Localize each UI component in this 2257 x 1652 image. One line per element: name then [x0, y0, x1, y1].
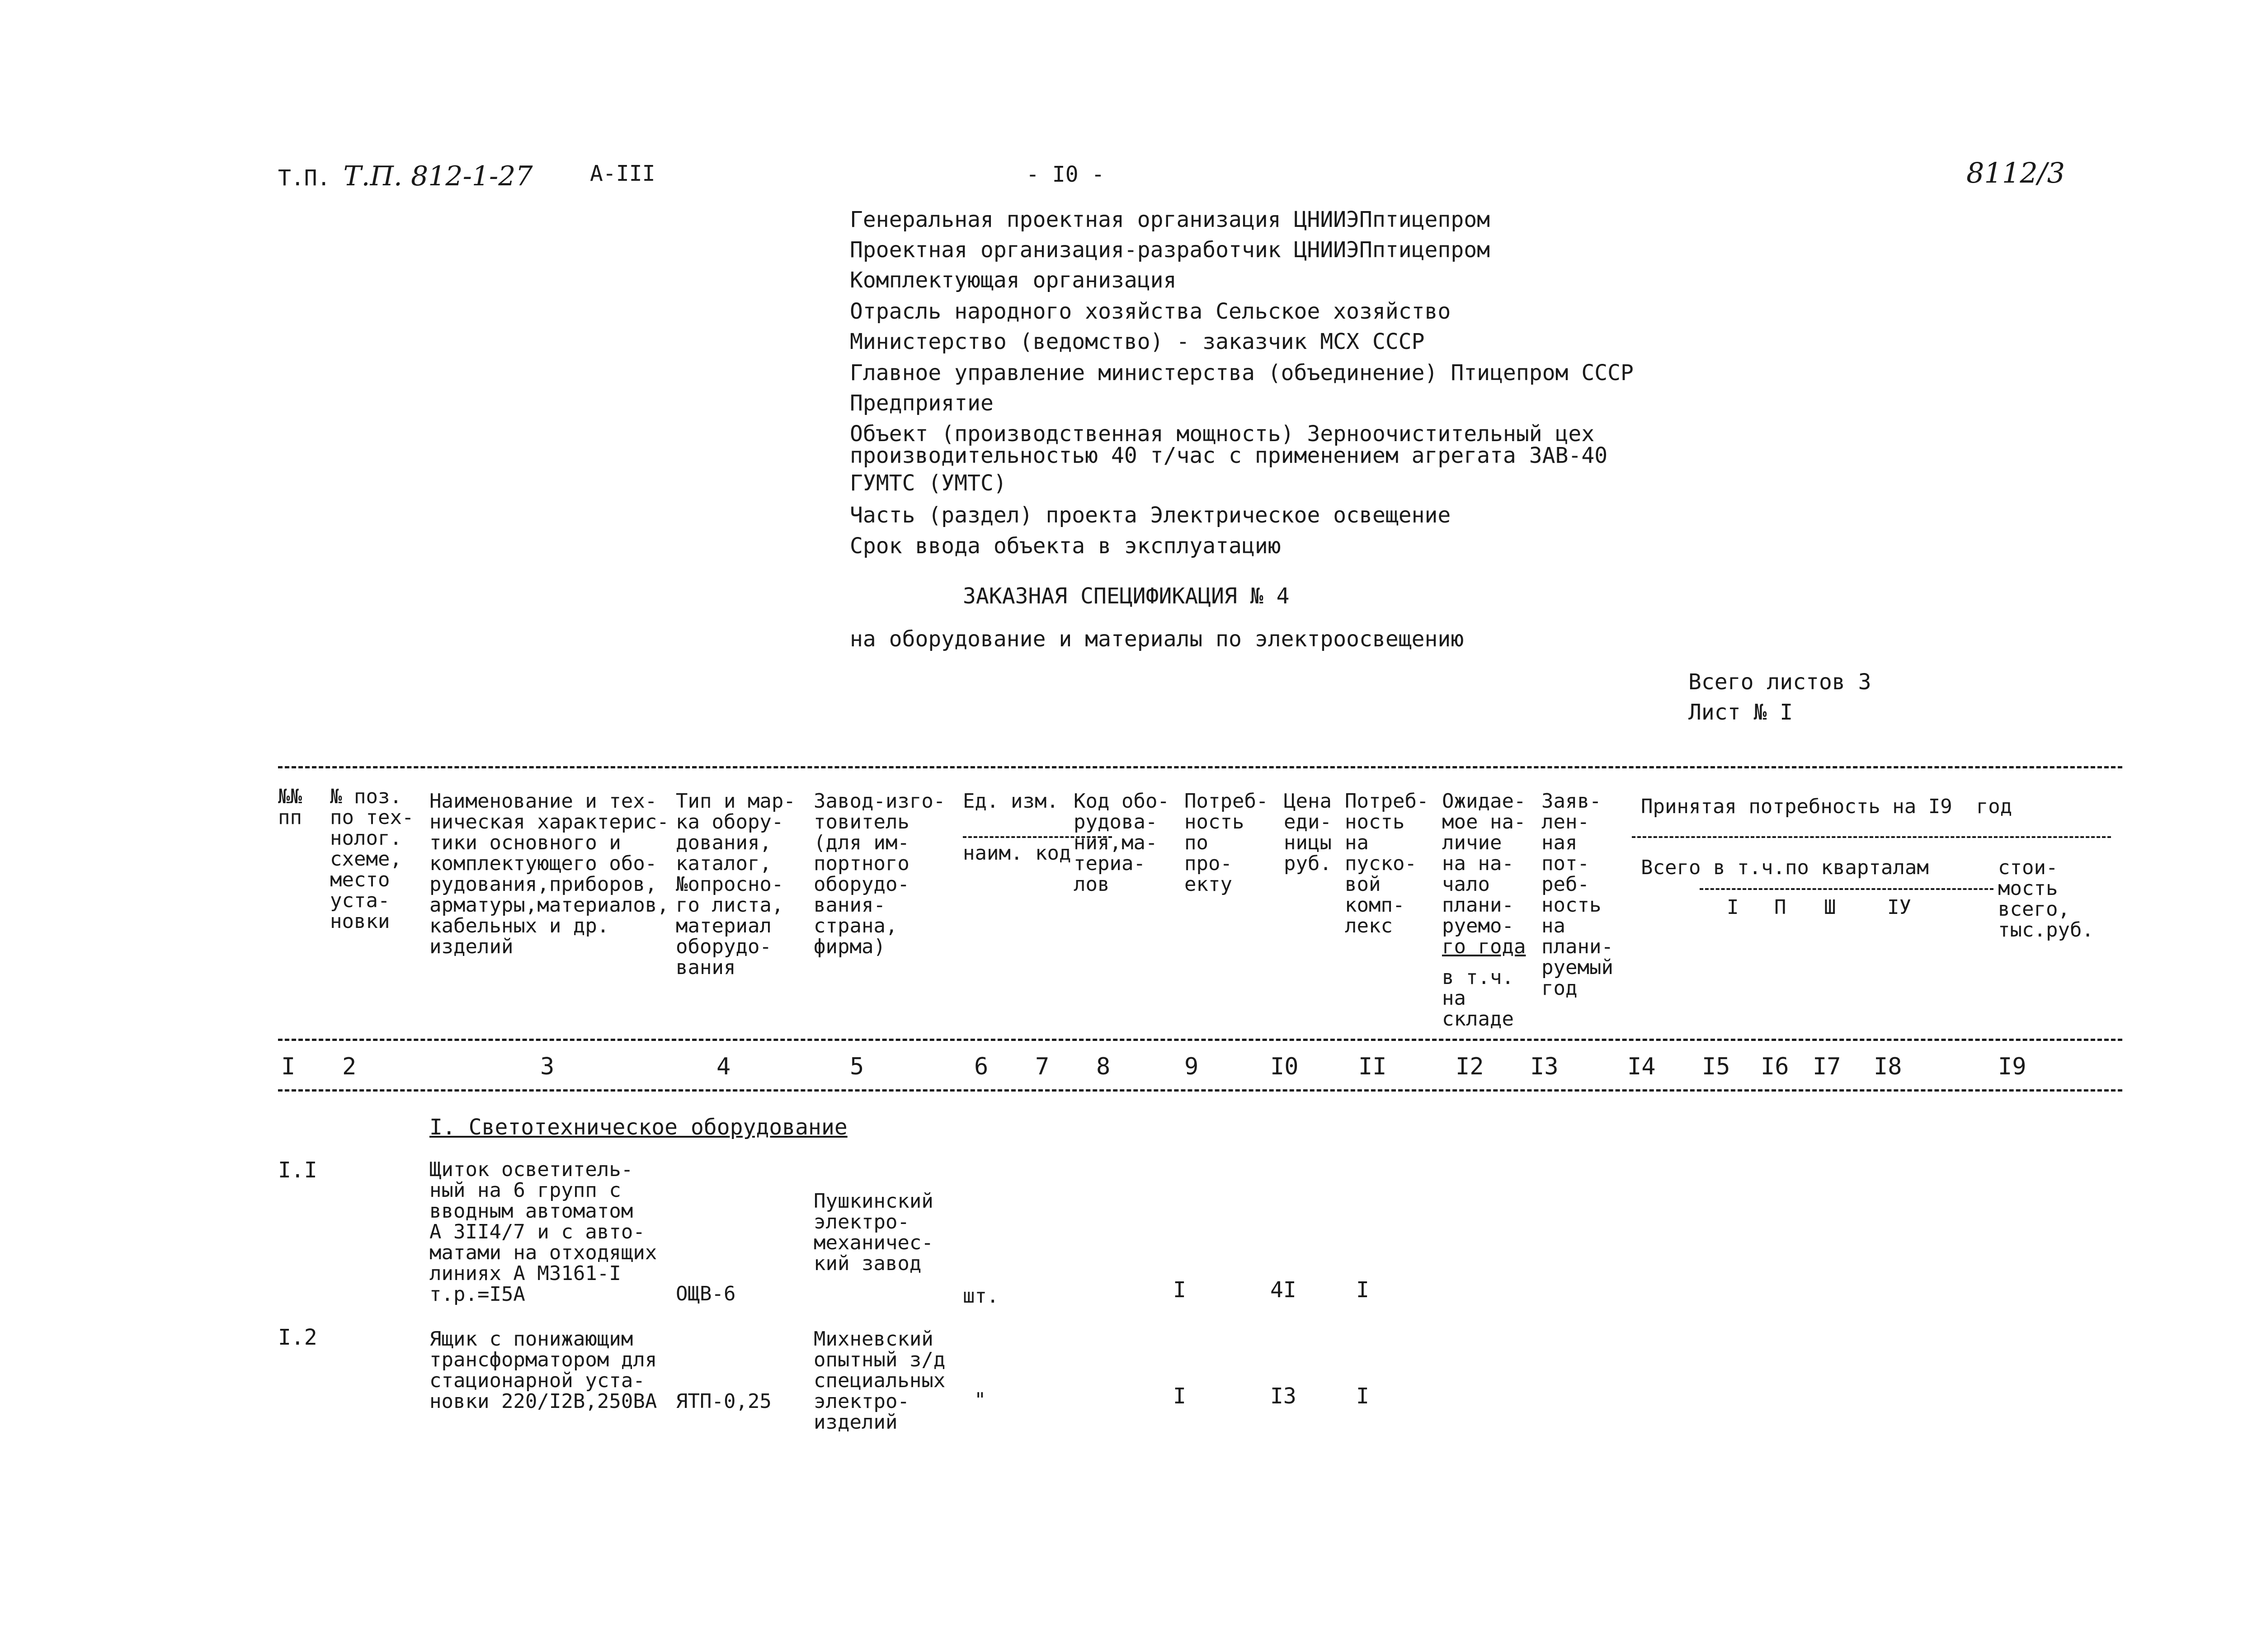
row-maker: Михневский опытный з/д специальных электро- изделий [814, 1327, 946, 1434]
section-heading-text: I. Светотехническое оборудование [429, 1115, 848, 1140]
col-header-unit: Ед. изм. [963, 790, 1059, 813]
spec-title: ЗАКАЗНАЯ СПЕЦИФИКАЦИЯ № 4 [963, 584, 1290, 609]
col-header-q2: П [1774, 896, 1786, 919]
row-unit: " [974, 1388, 986, 1412]
col-header-declared-need: Заяв- лен- ная пот- реб- ность на плани- руемый год [1541, 790, 1613, 1000]
col-header-expected-stock: Ожидае- мое на- личие на на- чало плани- руемо- [1442, 790, 1526, 937]
info-line: Часть (раздел) проекта Электрическое освещение [850, 503, 1451, 528]
col-header-startup-need: Потреб- ность на пуско- вой комп- лекс [1345, 790, 1429, 937]
column-number: I2 [1456, 1053, 1484, 1080]
row-number: I.I [278, 1158, 317, 1183]
row-need: I [1173, 1277, 1186, 1303]
col-header-q4: IУ [1887, 896, 1911, 919]
header-bottom-rule [278, 1039, 2122, 1041]
col-header-number: №№ пп [278, 785, 302, 829]
row-name: Щиток осветитель- ный на 6 групп с вводным автоматом А 3II4/7 и с авто- матами на отходящих линиях А М3161-I т.р.=I5А [429, 1158, 657, 1306]
column-number: II [1358, 1053, 1387, 1080]
column-number: 8 [1096, 1053, 1111, 1080]
accepted-split-rule [1632, 836, 2111, 838]
row-need: I [1173, 1384, 1186, 1409]
column-number: 2 [342, 1053, 357, 1080]
info-line: Министерство (ведомство) - заказчик МСХ СССР [850, 329, 1425, 354]
column-number: I [281, 1053, 296, 1080]
col-header-warehouse: в т.ч. на складе [1442, 966, 1514, 1031]
row-price: 4I [1270, 1277, 1296, 1303]
column-number: I8 [1874, 1053, 1902, 1080]
col-header-q3: Ш [1824, 896, 1836, 919]
column-number: I7 [1813, 1053, 1841, 1080]
col-header-cost: стои- мость всего, тыс.руб. [1998, 856, 2094, 941]
row-startup-need: I [1356, 1277, 1369, 1303]
section-heading [429, 1116, 848, 1138]
table-top-rule [278, 766, 2122, 768]
col-header-expected-stock-year: го года [1442, 935, 1526, 958]
column-number: I3 [1530, 1053, 1559, 1080]
col-header-by-quarters: в т.ч.по кварталам [1713, 856, 1929, 879]
col-header-unit-code: код [1035, 842, 1071, 865]
col-header-position: № поз. по тех- нолог. схеме, место уста- новки [330, 785, 414, 933]
info-line: Комплектующая организация [850, 268, 1177, 293]
col-header-type: Тип и мар- ка обору- дования, каталог, №опросно- го листа, материал оборудо- вания [676, 790, 796, 979]
col-header-total: Всего [1641, 856, 1701, 879]
col-header-unit-name: наим. [963, 842, 1023, 865]
col-header-name: Наименование и тех- ническая характерис- тики основного и комплектующего обо- рудования,приборов, арматуры,материалов, кабельных и др. изделий [429, 790, 669, 958]
sheet-mark: 8112/3 [1966, 156, 2065, 189]
info-line: Предприятие [850, 391, 994, 416]
column-number: I6 [1761, 1053, 1789, 1080]
column-number: 5 [850, 1053, 864, 1080]
column-number: I4 [1627, 1053, 1656, 1080]
col-header-maker: Завод-изго- товитель (для им- портного оборудо- вания- страна, фирма) [814, 790, 946, 958]
doc-code-prefix: Т.П. Т.П. 812-1-27 [278, 160, 533, 192]
column-number: I9 [1998, 1053, 2026, 1080]
column-number: 4 [716, 1053, 731, 1080]
info-line: Объект (производственная мощность) Зерноочистительный цех [850, 421, 1595, 447]
info-line: Проектная организация-разработчик ЦНИИЭПптицепром [850, 237, 1490, 263]
column-number: 6 [974, 1053, 989, 1080]
spec-subtitle: на оборудование и материалы по электроосвещению [850, 626, 1464, 652]
col-header-accepted-need: Принятая потребность на I9 год [1641, 795, 2012, 818]
row-name: Ящик с понижающим трансформатором для стационарной уста- новки 220/I2В,250ВА [429, 1327, 657, 1413]
numbers-bottom-rule [278, 1089, 2122, 1092]
total-sheets: Всего листов 3 [1688, 669, 1871, 695]
sheet-number: Лист № I [1688, 700, 1793, 725]
col-header-need: Потреб- ность по про- екту [1184, 790, 1268, 896]
column-number: I0 [1270, 1053, 1299, 1080]
row-type: ЯТП-0,25 [676, 1390, 772, 1413]
row-number: I.2 [278, 1325, 317, 1350]
column-number: 3 [540, 1053, 555, 1080]
info-line: производительностью 40 т/час с применением агрегата ЗАВ-40 [850, 443, 1608, 468]
quarters-split-rule [1700, 888, 1993, 890]
column-number: 7 [1035, 1053, 1050, 1080]
info-line: Срок ввода объекта в эксплуатацию [850, 533, 1281, 559]
info-line: ГУМТС (УМТС) [850, 471, 1007, 496]
column-number: I5 [1702, 1053, 1730, 1080]
info-line: Главное управление министерства (объединение) Птицепром СССР [850, 360, 1634, 386]
page-number: - I0 - [1026, 162, 1105, 187]
row-startup-need: I [1356, 1384, 1369, 1409]
row-type: ОЩВ-6 [676, 1282, 736, 1305]
info-line: Генеральная проектная организация ЦНИИЭПптицепром [850, 207, 1490, 232]
album-number: А-III [590, 161, 655, 186]
row-unit: шт. [963, 1285, 999, 1308]
column-number: 9 [1184, 1053, 1199, 1080]
info-line: Отрасль народного хозяйства Сельское хозяйство [850, 299, 1451, 324]
row-price: I3 [1270, 1384, 1296, 1409]
doc-code-handwritten: Т.П. 812-1-27 [343, 160, 533, 192]
col-header-equipment-code: Код обо- рудова- ния,ма- териа- лов [1074, 790, 1169, 896]
col-header-price: Цена еди- ницы руб. [1284, 790, 1332, 875]
row-maker: Пушкинский электро- механичес- кий завод [814, 1190, 933, 1275]
col-header-q1: I [1727, 896, 1739, 919]
